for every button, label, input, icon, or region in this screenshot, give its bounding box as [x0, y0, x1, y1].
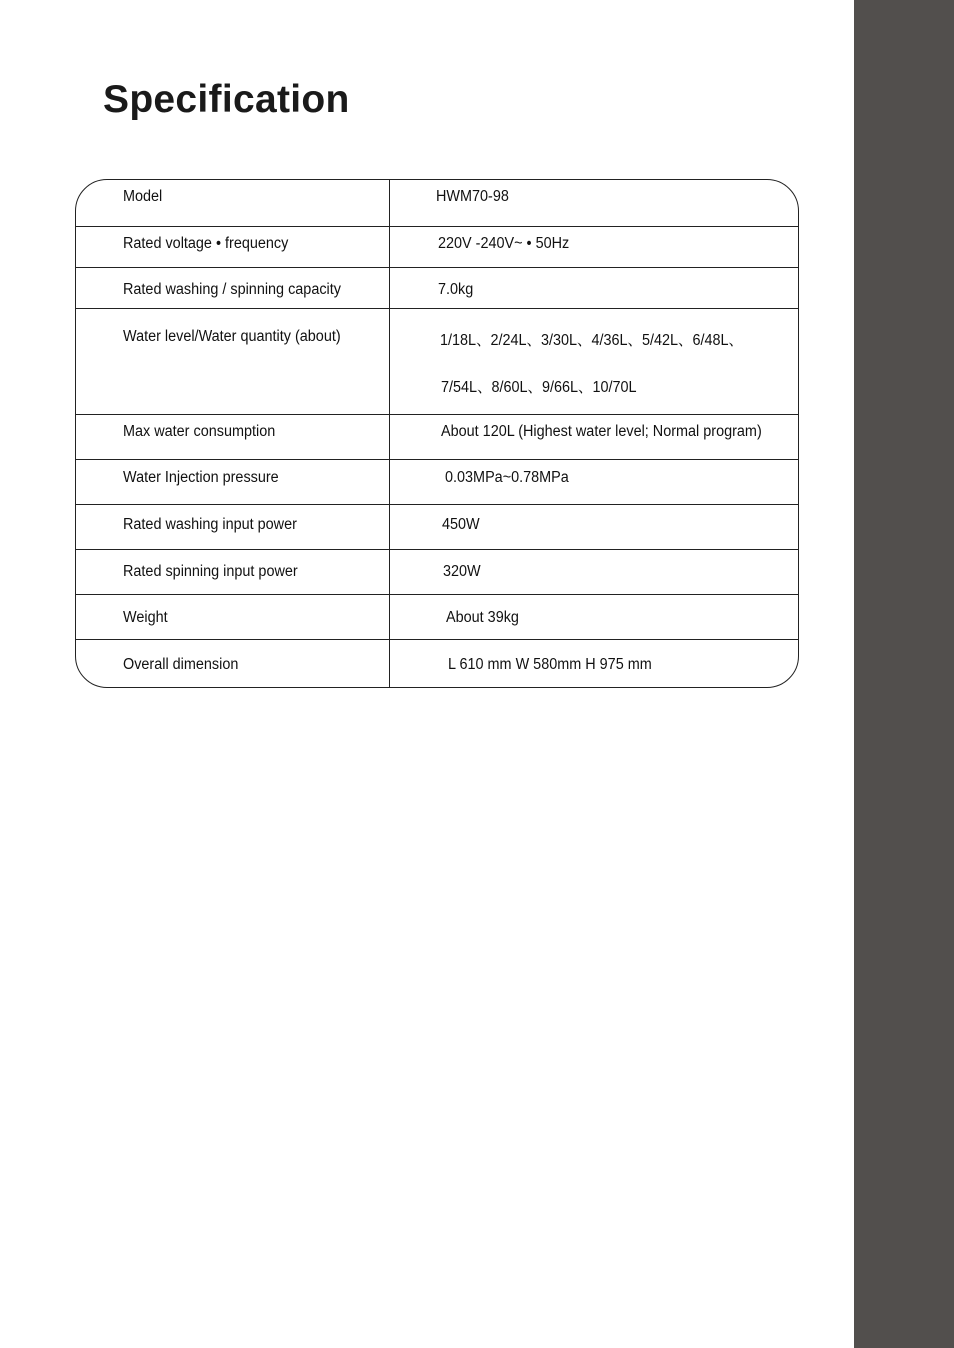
spec-value: 7.0kg: [438, 281, 474, 298]
spec-value: 320W: [443, 563, 481, 580]
spec-row-pressure: [76, 460, 798, 505]
spec-label: Weight: [123, 609, 168, 626]
spec-value: 1/18L、2/24L、3/30L、4/36L、5/42L、6/48L、: [440, 332, 743, 349]
spec-value: L 610 mm W 580mm H 975 mm: [448, 656, 652, 673]
spec-row-model: [76, 180, 798, 227]
spec-row-water-level: [76, 309, 798, 415]
page-title: Specification: [103, 78, 350, 121]
spec-label: Rated washing / spinning capacity: [123, 281, 341, 298]
spec-row-wash-power: [76, 505, 798, 550]
spec-label: Max water consumption: [123, 423, 276, 440]
spec-row-dimension: [76, 640, 798, 688]
spec-label: Model: [123, 188, 163, 205]
spec-label: Rated washing input power: [123, 516, 297, 533]
spec-label: Rated voltage • frequency: [123, 235, 289, 252]
spec-table: [75, 179, 799, 688]
spec-value: About 120L (Highest water level; Normal program): [441, 423, 762, 440]
spec-value: About 39kg: [446, 609, 519, 626]
side-tab-strip: [854, 0, 954, 1348]
spec-row-voltage: [76, 227, 798, 268]
spec-value: 0.03MPa~0.78MPa: [445, 469, 569, 486]
spec-label: Overall dimension: [123, 656, 239, 673]
spec-value: 450W: [442, 516, 480, 533]
spec-row-max-water: [76, 415, 798, 460]
spec-value: 220V -240V~ • 50Hz: [438, 235, 570, 252]
spec-label: Rated spinning input power: [123, 563, 298, 580]
spec-row-weight: [76, 595, 798, 640]
spec-label: Water Injection pressure: [123, 469, 279, 486]
spec-row-capacity: [76, 268, 798, 309]
spec-label: Water level/Water quantity (about): [123, 328, 341, 345]
spec-value-line2: 7/54L、8/60L、9/66L、10/70L: [441, 379, 637, 396]
spec-value: HWM70-98: [436, 188, 509, 205]
spec-row-spin-power: [76, 550, 798, 595]
